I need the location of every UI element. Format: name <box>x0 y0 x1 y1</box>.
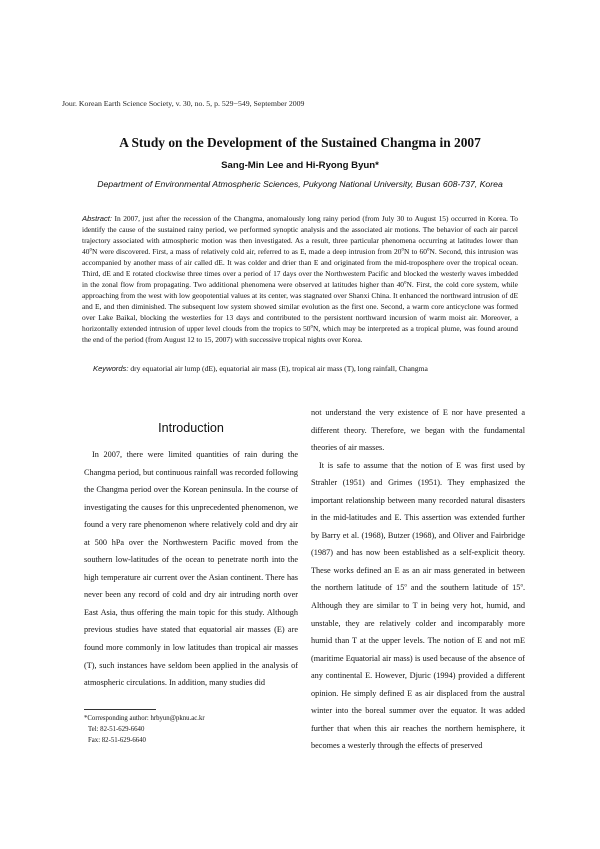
abstract-label: Abstract: <box>82 214 112 223</box>
paper-title: A Study on the Development of the Sustained Changma in 2007 <box>119 135 481 150</box>
abstract-text-3: N to 60 <box>403 247 427 256</box>
footnote-email-line: *Corresponding author: hrbyun@pknu.ac.kr <box>84 715 205 722</box>
intro-paragraph-2-part-1: It is safe to assume that the notion of E was first used by Strahler (1951) and Grimes (1951). They emphasized the important relationship between many recorded natural disasters in the mid-latitudes and E. This assertion was extended further by Barry et al. (1968), Butzer (1968), and Oliver and Fairbridge (1987) and has now been established as a self-explicit theory. These works defined an E as an air mass generated in between the northern latitude of 15 <box>311 460 525 593</box>
footnote <box>84 713 298 746</box>
degree-mark: o <box>404 280 407 286</box>
intro-paragraph-2-part-2: and the southern latitude of 15 <box>406 583 521 593</box>
abstract-text-5: N. First, the cold core system, while approaching from the west with low geopotential values at its center, was stagnated over Shanxi China. It enhanced the northward intrusion of dE and E, and then diminished. The subsequent low system showed similar evolution as the first one. Second, a warm core anticyclone was formed over Lake Baikal, blocking the westerlies for 13 days and contributed to the persistent northward incursion of warm moist air. Moreover, a horizontally extended intrusion of upper level clouds from the tropics to 50 <box>82 280 518 333</box>
degree-mark: o <box>310 324 314 330</box>
keywords-text: dry equatorial air lump (dE), equatorial air mass (E), tropical air mass (T), long rainfall, Changma <box>128 364 428 373</box>
degree-mark: o <box>404 583 407 589</box>
abstract-text-2: N were discovered. First, a mass of relatively cold air, referred to as E, made a deep intrusion from 20 <box>91 247 402 256</box>
keywords-label: Keywords: <box>93 364 129 373</box>
right-column <box>311 404 525 755</box>
section-heading-introduction: Introduction <box>158 421 224 435</box>
author-list: Sang-Min Lee and Hi-Ryong Byun* <box>221 160 379 171</box>
intro-paragraph-2-part-3: . Although they are similar to T in being very hot, humid, and unstable, they are relatively colder and incomparably more humid than T at the upper levels. The notion of E and not mE (maritime Equatorial air mass) is used because of the absence of any continental E. However, Djuric (1994) provided a different opinion. He simply defined E as air displaced from the austral winter into the boreal summer over the equator. It was added further that when this air reaches the northern hemisphere, it becomes a westerly through the effects of preserved <box>311 583 525 751</box>
abstract-text-6: N, which may be interpreted as a tropical plume, was found around the end of the period (from August 12 to 15, 2007) with successive tropical nights over Korea. <box>82 324 518 344</box>
degree-mark: o <box>89 247 92 253</box>
intro-paragraph-continued: not understand the very existence of E nor have presented a different theory. Therefore, we began with the fundamental theories of air masses. <box>311 408 525 453</box>
left-column <box>84 446 298 692</box>
author-affiliation: Department of Environmental Atmospheric Sciences, Pukyong National University, Busan 608-737, Korea <box>97 179 503 189</box>
keywords <box>93 363 523 374</box>
footnote-tel-line: Tel: 82-51-629-6640 <box>88 726 145 733</box>
abstract <box>82 213 518 345</box>
intro-paragraph-1: In 2007, there were limited quantities of rain during the Changma period, but continuous rainfall was recorded following the Changma period over the Korean peninsula. In the course of investigating the causes for this unprecedented phenomenon, we found a very rare phenomenon where relatively cold and dry air at 500 hPa over the Northwestern Pacific moved from the southern low-latitudes of the ocean to penetrate north into the high temperature air current over the Asian continent. There has never been any record of cold and dry air intruding north over East Asia, thus offering the main topic for this study. Although previous studies have stated that equatorial air masses (E) are found more commonly in low latitudes than tropical air masses (T), such instances have seldom been applied in the analysis of atmospheric circulations. In addition, many studies did <box>84 450 298 688</box>
abstract-text-4: N. Second, this intrusion was accompanied by another mass of air called dE. It was colder and drier than E and originated from the mid-troposphere over the tropical ocean. Third, dE and E rotated clockwise three times over a period of 17 days over the Northwestern Pacific and blocked the westerly waves imbedded in the zonal flow from propagating. Two additional phenomena were observed at latitudes higher than 40 <box>82 247 519 289</box>
intro-paragraph-2 <box>311 457 525 755</box>
degree-mark: o <box>401 247 404 253</box>
degree-mark: o <box>426 247 430 253</box>
abstract-text-1: In 2007, just after the recession of the Changma, anomalously long rainy period (from July 30 to August 15) occurred in Korea. To identify the cause of the sustained rainy period, we performed synoptic analysis and the associated air motions. The behavior of each air parcel trajectory associated with atmospheric motion was then investigated. As a result, three particular phenomena occurring at latitudes lower than 40 <box>82 214 518 256</box>
footnote-fax-line: Fax: 82-51-629-6640 <box>88 737 146 744</box>
degree-mark: o <box>520 583 523 589</box>
footnote-rule <box>84 709 156 710</box>
journal-citation: Jour. Korean Earth Science Society, v. 30, no. 5, p. 529−549, September 2009 <box>62 99 305 108</box>
